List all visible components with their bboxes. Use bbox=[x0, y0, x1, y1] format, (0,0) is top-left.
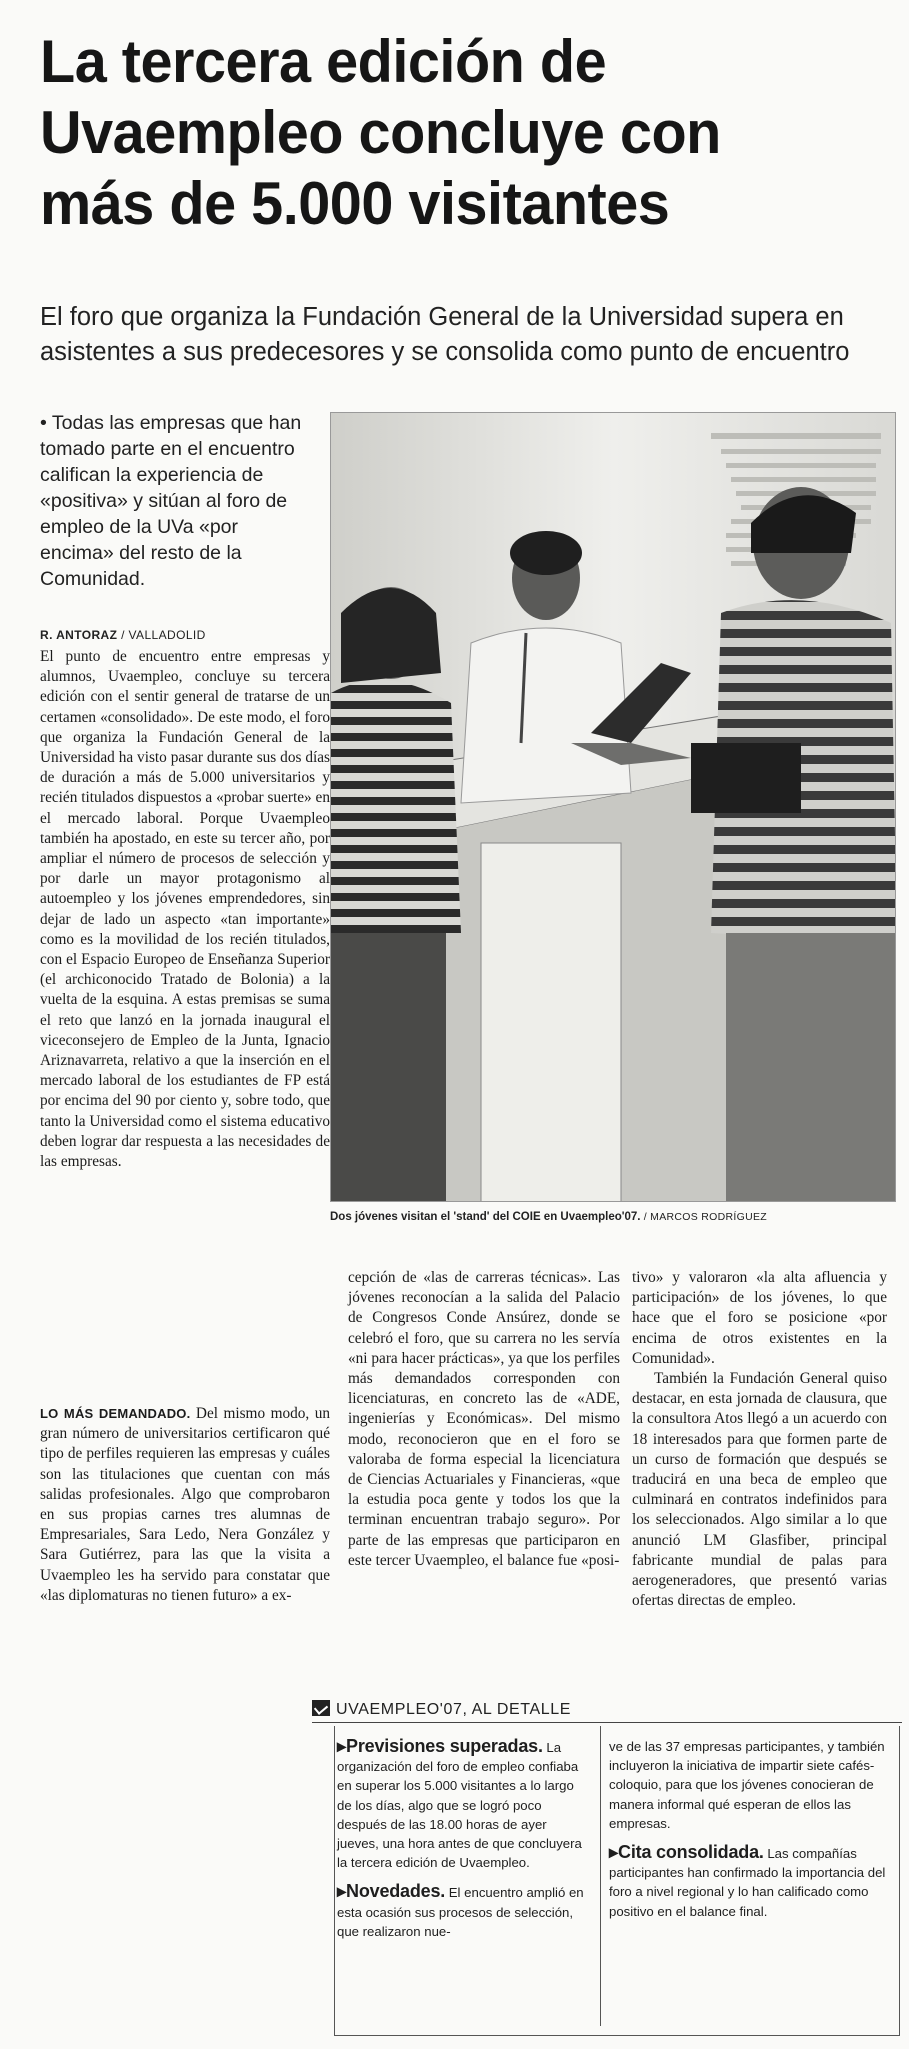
article-column-1-continued bbox=[40, 1404, 330, 1606]
man-right-trousers bbox=[726, 933, 896, 1202]
sidebar-left-column bbox=[337, 1737, 589, 1951]
counter-panel bbox=[481, 843, 621, 1202]
sidebar-header bbox=[312, 1700, 902, 1723]
woman-striped-sweater bbox=[331, 680, 461, 933]
body-paragraph-1: El punto de encuentro entre empresas y alumnos, Uvaempleo, concluye su tercera edición con el sentir general de tratarse de un certamen «consolidado». De este modo, el foro que organiza la Fundación General de la Universidad ha visto pasar durante sus dos días de duración a más de 5.000 universitarios y recién titulados dispuestos a «probar suerte» en el mercado laboral. Porque Uvaempleo también ha apostado, en este su tercer año, por ampliar el número de procesos de selección y por darle un mayor protagonismo al autoempleo y los jóvenes emprendedores, sin dejar de lado un aspecto «tan importante» como es la movilidad de los recién titulados, con el Espacio Europeo de Enseñanza Superior (el archiconocido Tratado de Bolonia) a la vuelta de la esquina. A estas premisas se suma el reto que lanzó en la jornada inaugural el viceconsejero de Empleo de la Junta, Ignacio Ariznavarreta, relativo a que la inserción en el mercado laboral de los estudiantes de FP está por encima del 90 por ciento y, sobre todo, que tanto la Universidad como el sistema educativo deben lograr dar respuesta a las necesidades de las empresas. bbox=[40, 648, 330, 1171]
section-subhead: LO MÁS DEMANDADO. bbox=[40, 1406, 191, 1421]
byline-place: / VALLADOLID bbox=[117, 628, 206, 642]
sidebar-item-text: El encuentro amplió en esta ocasión sus procesos de selección, que realizaron nue- bbox=[337, 1885, 584, 1939]
photo-credit: / MARCOS RODRÍGUEZ bbox=[640, 1211, 767, 1223]
sidebar-item-news-continued: ve de las 37 empresas participantes, y también incluyeron la iniciativa de impartir siete cafés-coloquio, para que los jóvenes conocieran de manera informal qué esperan de ellos las empresas. bbox=[609, 1739, 885, 1831]
lead-summary: • Todas las empresas que han tomado parte en el encuentro califican la experiencia de «positiva» y sitúan al foro de empleo de la UVa «por encima» del resto de la Comunidad. bbox=[40, 412, 302, 590]
headline-line-2: Uvaempleo concluye con bbox=[40, 99, 721, 166]
subheadline-line-2: asistentes a sus predecesores y se consolida como punto de encuentro bbox=[40, 338, 850, 366]
man-hair bbox=[510, 531, 582, 575]
byline-author: R. ANTORAZ bbox=[40, 628, 118, 642]
body-paragraph-2-start bbox=[40, 1404, 330, 1606]
sidebar-title: UVAEMPLEO'07, AL DETALLE bbox=[336, 1701, 572, 1718]
caption-text: Dos jóvenes visitan el 'stand' del COIE en Uvaempleo'07. bbox=[330, 1211, 641, 1223]
triangle-bullet-icon: ▸ bbox=[337, 1881, 347, 1902]
headline bbox=[40, 26, 846, 239]
article-column-2 bbox=[348, 1268, 620, 1571]
sidebar-item-news bbox=[337, 1882, 589, 1941]
woman-jeans bbox=[331, 933, 446, 1202]
body-paragraph-2-part-2: cepción de «las de carreras técnicas». Las jóvenes reconocían a la salida del Palacio de Congresos Conde Ansúrez, donde se celebró el foro, que su carrera no les servía «ni para hacer prácticas», ya que los perfiles más demandados corresponden con licenciaturas, en concreto las de «ADE, ingenierías y Económicas». Del mismo modo, reconocieron que en el foro se valoraba de forma especial la licenciatura de Ciencias Actuariales y Financieras, «que la estudia poca gente y todos los que la terminan encuentran trabajo seguro». Por parte de las empresas que participaron en este tercer Uvaempleo, el balance fue «posi- bbox=[348, 1269, 620, 1569]
subheadline-line-1: El foro que organiza la Fundación General de la Universidad supera en bbox=[40, 303, 844, 331]
sidebar-item-title: Cita consolidada. bbox=[618, 1842, 764, 1863]
sidebar-item-title: Previsiones superadas. bbox=[346, 1736, 543, 1756]
sidebar-item-text: Las compañías participantes han confirmado la importancia del foro a nivel regional y lo han calificado como positivo en el balance final. bbox=[609, 1846, 886, 1919]
sidebar-item-forecasts bbox=[337, 1737, 589, 1872]
byline bbox=[40, 628, 330, 642]
photo-caption bbox=[330, 1211, 900, 1223]
sidebar-item-title: Novedades. bbox=[346, 1881, 446, 1902]
body-paragraph-3: También la Fundación General quiso destacar, en esta jornada de clausura, que la consultora Atos llegó a un acuerdo con 18 interesados para que formen parte de un curso de formación que después se traducirá en una beca de empleo que culminará en contratos indefinidos para los seleccionados. Algo similar a lo que anunció LM Glasfiber, principal fabricante mundial de palas para aerogeneradores, que presentó varias ofertas directas de empleo. bbox=[632, 1370, 887, 1610]
triangle-bullet-icon: ▸ bbox=[609, 1842, 619, 1863]
body-paragraph-2-part-1: Del mismo modo, un gran número de universitarios certificaron qué tipo de perfiles requieren las empresas y cuáles son las titulaciones que cuentan con más salidas profesionales. Algo que comprobaron en sus propias carnes tres alumnas de Empresariales, Sara Ledo, Nera González y Sara Gutiérrez, para las que la visita a Uvaempleo les ha servido para constatar que «las diplomaturas no tienen futuro» a ex- bbox=[40, 1405, 331, 1604]
bag bbox=[691, 743, 801, 813]
article-photo bbox=[330, 412, 896, 1202]
chart-icon bbox=[312, 1700, 330, 1716]
subheadline bbox=[40, 300, 900, 370]
article-column-3 bbox=[632, 1268, 887, 1611]
triangle-bullet-icon: ▸ bbox=[337, 1736, 347, 1756]
headline-line-1: La tercera edición de bbox=[40, 28, 607, 95]
sidebar-item-consolidated bbox=[609, 1843, 893, 1921]
sidebar-item-text: La organización del foro de empleo confiaba en superar los 5.000 visitantes a lo largo de los días, algo que se logró poco después de las 18.00 horas de ayer jueves, una hora antes de que concluyera la tercera edición de Uvaempleo. bbox=[337, 1740, 582, 1871]
headline-line-3: más de 5.000 visitantes bbox=[40, 170, 670, 237]
man-shirt bbox=[461, 628, 631, 803]
article-column-1 bbox=[40, 647, 330, 1172]
sidebar-divider bbox=[600, 1726, 601, 2026]
photo-illustration bbox=[331, 413, 896, 1202]
sidebar-right-column bbox=[609, 1737, 893, 1931]
body-paragraph-2-part-3: tivo» y valoraron «la alta afluencia y participación» de los jóvenes, lo que hace que el foro se posicione «por encima de otros existentes en la Comunidad». bbox=[632, 1269, 887, 1367]
